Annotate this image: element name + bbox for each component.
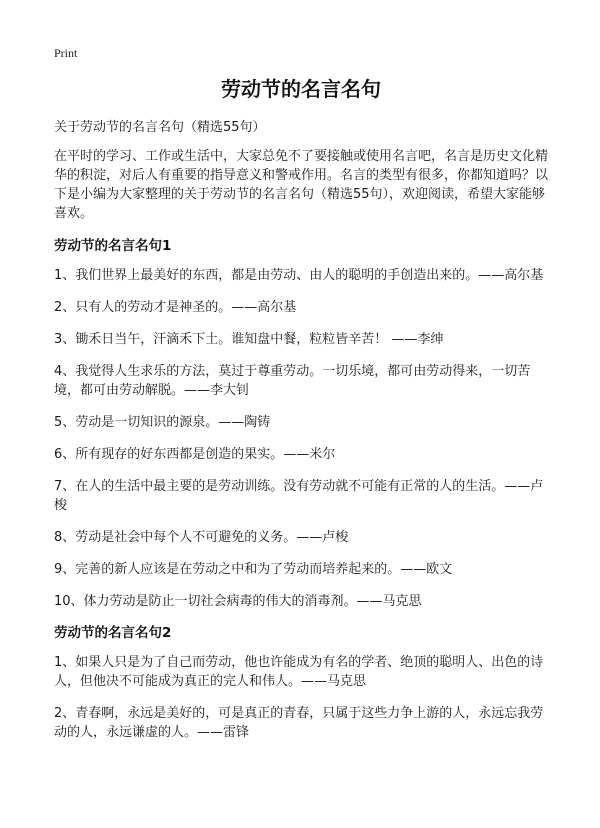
quote-item: 10、体力劳动是防止一切社会病毒的伟大的消毒剂。——马克思 [54, 594, 422, 609]
document-subtitle: 关于劳动节的名言名句（精选55句） [54, 120, 266, 135]
quote-item: 7、在人的生活中最主要的是劳动训练。没有劳动就不可能有正常的人的生活。——卢梭 [54, 479, 544, 513]
quote-list-1 [54, 266, 548, 611]
quote-item: 5、劳动是一切知识的源泉。——陶铸 [54, 415, 271, 430]
quote-item: 9、完善的新人应该是在劳动之中和为了劳动而培养起来的。——欧文 [54, 562, 453, 577]
quote-item: 2、只有人的劳动才是神圣的。——高尔基 [54, 300, 297, 315]
quote-item: 6、所有现存的好东西都是创造的果实。——米尔 [54, 447, 336, 462]
section-heading-2: 劳动节的名言名句2 [54, 625, 172, 641]
section-heading-1: 劳动节的名言名句1 [54, 238, 172, 254]
quote-item: 8、劳动是社会中每个人不可避免的义务。——卢梭 [54, 530, 349, 545]
quote-item: 3、锄禾日当午，汗滴禾下土。谁知盘中餐，粒粒皆辛苦！ ——李绅 [54, 332, 444, 347]
page-title: 劳动节的名言名句 [221, 77, 381, 101]
quote-item: 1、如果人只是为了自己而劳动，他也许能成为有名的学者、绝顶的聪明人、出色的诗人，但他决不可能成为真正的完人和伟人。——马克思 [54, 655, 544, 689]
quote-item: 1、我们世界上最美好的东西，都是由劳动、由人的聪明的手创造出来的。——高尔基 [54, 268, 544, 283]
quote-item: 2、青春啊，永远是美好的，可是真正的青春，只属于这些力争上游的人，永远忘我劳动的人，永远谦虚的人。——雷锋 [54, 706, 544, 740]
quote-item: 4、我觉得人生求乐的方法，莫过于尊重劳动。一切乐境，都可由劳动得来，一切苦境，都可由劳动解脱。——李大钊 [54, 364, 531, 398]
print-link[interactable]: Print [54, 46, 78, 60]
intro-paragraph: 在平时的学习、工作或生活中，大家总免不了要接触或使用名言吧，名言是历史文化精华的积淀，对后人有重要的指导意义和警戒作用。名言的类型有很多，你都知道吗？以下是小编为大家整理的关于劳动节的名言名句（精选55句），欢迎阅读，希望大家能够喜欢。 [54, 149, 549, 221]
quote-list-2 [54, 653, 548, 742]
